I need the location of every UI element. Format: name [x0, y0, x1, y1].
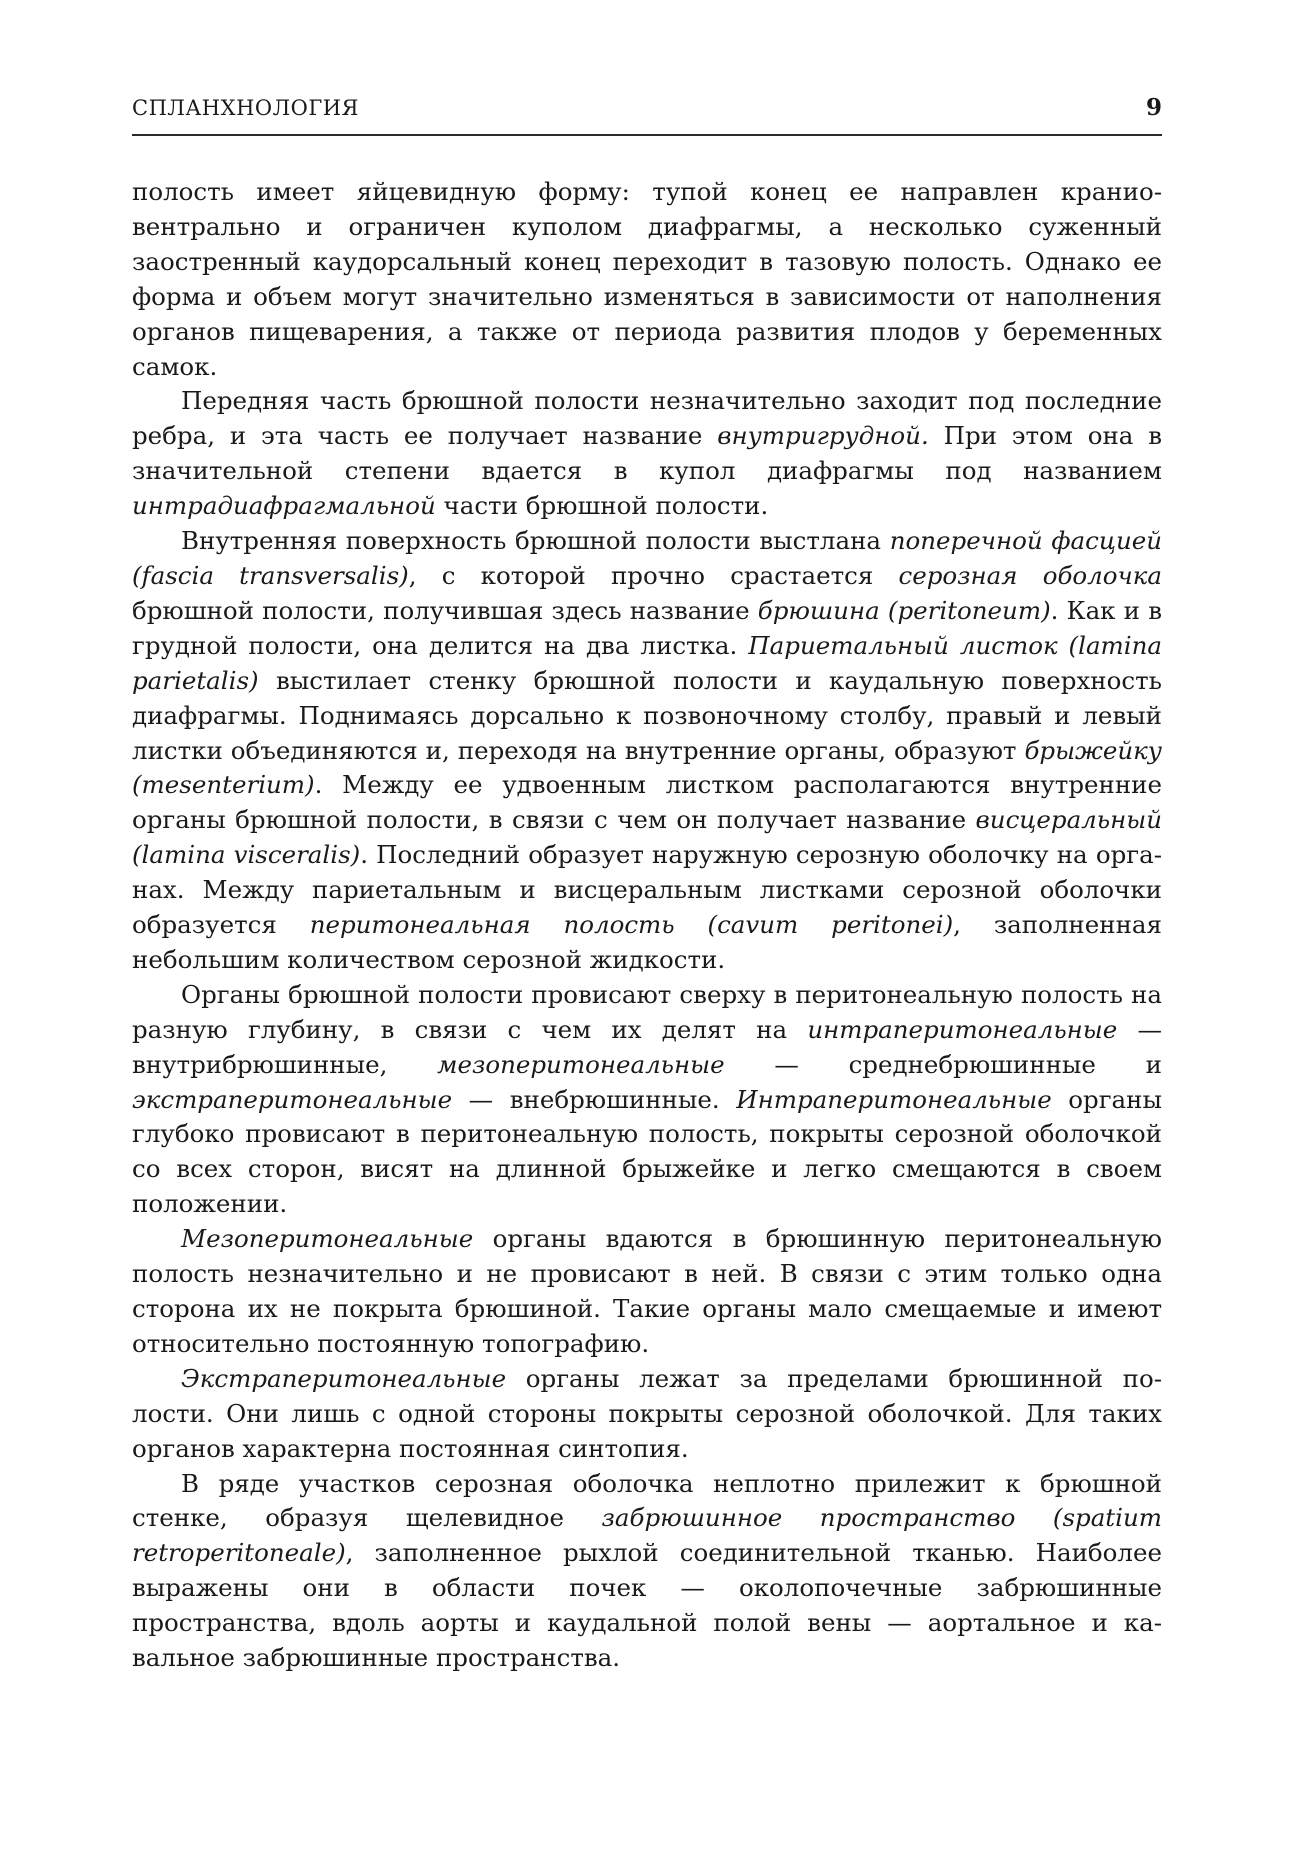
italic-term: серозная оболочка: [898, 560, 1162, 590]
text-run: полость имеет яйцевидную форму: тупой конец ее направлен краниовентрально и ограничен куполом диафрагмы, а несколько суженный заостренный каудорсальный конец переходит в тазовую полость. Однако ее форма и объем могут значительно изменяться в зависимости от наполнения органов пищеварения, а также от периода развития плодов у беременных самок.: [132, 177, 1162, 381]
paragraph: [132, 1362, 1162, 1467]
text-run: органы вдаются в брюшинную перитонеальную полость незначительно и не провисают в ней. В связи с этим только одна сторона их не покрыта брюшиной. Такие органы мало смещаемые и имеют относительно постоянную топографию.: [132, 1224, 1162, 1358]
paragraph: [132, 978, 1162, 1222]
italic-term: Мезоперитонеальные: [181, 1224, 474, 1254]
text-run: Органы брюшной полости провисают сверху в перитонеальную полость на разную глубину, в связи с чем их делят на: [132, 979, 1162, 1044]
text-run: — среднебрюшинные и: [724, 1049, 1162, 1079]
text-run: Внутренняя поверхность брюшной полости выстлана: [181, 526, 890, 556]
text-run: части брюшной полости.: [435, 491, 769, 521]
text-body: [132, 175, 1162, 1676]
italic-term: брыжейку (mesenterium): [132, 735, 1162, 800]
paragraph: [132, 175, 1162, 384]
paragraph: [132, 524, 1162, 978]
text-run: , заполненная небольшим количеством серозной жидкости.: [132, 910, 1162, 974]
paragraph: [132, 1467, 1162, 1676]
text-run: выстилает стенку брюшной полости и каудальную поверхность диафрагмы. Поднимаясь дорсально к позвоночному столбу, правый и левый листки объединяются и, переходя на внутренние органы, образуют: [132, 665, 1162, 765]
italic-term: брюшина (peritoneum): [757, 595, 1051, 625]
italic-term: висцеральный (lamina visceralis): [132, 805, 1162, 870]
italic-term: перитонеальная полость (cavum peritonei): [309, 910, 954, 940]
italic-term: интрадиафрагмальной: [132, 491, 436, 521]
text-run: , с которой прочно срастается: [408, 560, 899, 590]
italic-term: мезоперитонеальные: [437, 1049, 725, 1079]
italic-term: Интраперитонеальные: [736, 1084, 1052, 1114]
italic-term: забрюшинное пространство (spatium retroperitoneale): [132, 1503, 1163, 1568]
text-run: . Между ее удвоенным листком располагаются внутренние органы брюшной полости, в связи с чем он получает название: [132, 770, 1162, 835]
text-run: — внебрюшинные.: [452, 1084, 737, 1114]
text-run: , заполненное рыхлой соединительной тканью. Наиболее выражены они в области почек — околопочечные забрюшинные пространства, вдоль аорты и каудальной полой вены — аортальное и кавальное забрюшинные пространства.: [132, 1538, 1162, 1673]
italic-term: интраперитонеальные: [807, 1014, 1118, 1044]
text-run: органы лежат за пределами брюшинной полости. Они лишь с одной стороны покрыты серозной оболочкой. Для таких органов характерна постоянная синтопия.: [132, 1363, 1162, 1463]
paragraph: [132, 1222, 1162, 1362]
italic-term: экстраперитонеальные: [132, 1084, 453, 1114]
text-run: В ряде участков серозная оболочка неплотно прилежит к брюшной стенке, образуя щелевидное: [132, 1468, 1162, 1533]
text-run: — внутрибрюшинные,: [132, 1014, 1162, 1079]
text-run: При этом она в значительной степени вдается в купол диафрагмы под названием: [132, 421, 1162, 486]
text-run: Передняя часть брюшной полости незначительно заходит под последние ребра, и эта часть ее получает название: [132, 386, 1162, 451]
italic-term: Париетальный листок (lamina parietalis): [132, 630, 1163, 695]
text-run: брюшной полости, получившая здесь название: [132, 595, 758, 625]
italic-term: Экстраперитонеальные: [181, 1363, 507, 1393]
italic-term: внутригрудной.: [717, 421, 929, 451]
text-run: органы глубоко провисают в перитонеальную полость, покрыты серозной оболочкой со всех сторон, висят на длинной брыжейке и легко смещаются в своем положении.: [132, 1084, 1162, 1219]
running-title: СПЛАНХНОЛОГИЯ: [132, 96, 360, 120]
page-number: 9: [1145, 94, 1162, 121]
italic-term: поперечной фасцией (fascia transversalis): [132, 526, 1163, 590]
paragraph: [132, 384, 1162, 524]
text-run: . Последний образует наружную серозную оболочку на органах. Между париетальным и висцеральным листками серозной оболочки образуется: [132, 840, 1162, 940]
text-run: . Как и в грудной полости, она делится на два листка.: [132, 595, 1162, 660]
page-header: [132, 94, 1162, 136]
